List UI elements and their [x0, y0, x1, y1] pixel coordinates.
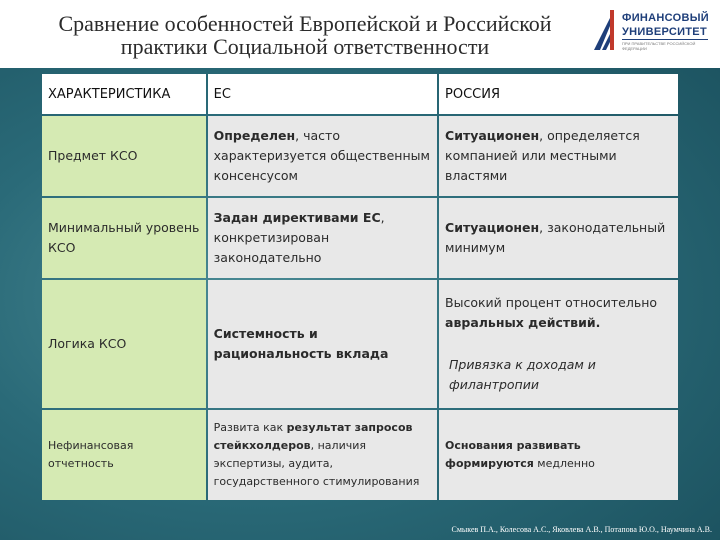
row-label [42, 116, 206, 196]
russia-rest: , законодательный минимум [445, 220, 666, 255]
logo-text-line-2: УНИВЕРСИТЕТ [622, 26, 707, 38]
logo-rule [622, 39, 708, 40]
row-label [42, 280, 206, 408]
university-logo [592, 4, 714, 60]
eu-cell [208, 280, 437, 408]
eu-rest: , часто характеризуется общественным консенсусом [213, 128, 430, 183]
russia-text [445, 126, 672, 186]
eu-pre: Развита как [213, 421, 287, 434]
row-label-text: Минимальный уровень КСО [48, 220, 200, 255]
eu-bold: результат запросов стейкхолдеров [213, 421, 413, 452]
russia-text [445, 293, 672, 333]
table-row [42, 198, 678, 278]
logo-mark-icon [592, 8, 618, 52]
eu-cell [208, 116, 437, 196]
title-line-2: практики Социальной ответственности [120, 34, 490, 59]
russia-cell [439, 198, 678, 278]
russia-rest: медленно [533, 457, 595, 470]
header-characteristic: ХАРАКТЕРИСТИКА [42, 74, 206, 114]
logo-text-line-1: ФИНАНСОВЫЙ [622, 12, 709, 24]
table-header-row [42, 74, 678, 114]
russia-cell [439, 116, 678, 196]
table-row [42, 280, 678, 408]
russia-cell [439, 280, 678, 408]
eu-cell [208, 410, 437, 500]
logo-text-line-3: ПРИ ПРАВИТЕЛЬСТВЕ РОССИЙСКОЙ ФЕДЕРАЦИИ [622, 41, 696, 51]
eu-bold: Определен [213, 128, 296, 143]
russia-text [445, 218, 672, 258]
russia-bold: Ситуационен [445, 128, 540, 143]
comparison-table [40, 72, 680, 502]
row-label [42, 198, 206, 278]
russia-line-1: Высокий процент относительно [445, 295, 658, 310]
russia-bold: Основания развивать формируются [445, 439, 581, 470]
header-eu: ЕС [208, 74, 437, 114]
eu-text [214, 208, 431, 268]
header-russia: РОССИЯ [439, 74, 678, 114]
eu-rest: , наличия экспертизы, аудита, государственного стимулирования [213, 439, 420, 488]
eu-rest: , конкретизирован законодательно [213, 210, 385, 265]
eu-cell [208, 198, 437, 278]
row-label-text: Предмет КСО [48, 148, 138, 163]
slide-title [20, 12, 590, 58]
row-label-text: Логика КСО [48, 336, 127, 351]
eu-text [214, 419, 431, 491]
russia-bold: Ситуационен [445, 220, 540, 235]
russia-cell [439, 410, 678, 500]
eu-bold: Задан директивами ЕС [213, 210, 381, 225]
russia-bold: авральных действий. [445, 315, 601, 330]
row-label-text: Нефинансовая отчетность [48, 439, 134, 470]
title-line-1: Сравнение особенностей Европейской и Российской [58, 11, 552, 36]
eu-bold: Системность и рациональность вклада [213, 326, 389, 361]
eu-text [214, 324, 431, 364]
authors-footer: Смыкев П.А., Колесова А.С., Яковлева А.В., Потапова Ю.О., Наумчина А.В. [451, 525, 712, 534]
slide-header [0, 0, 720, 68]
table-row [42, 410, 678, 500]
russia-rest: , определяется компанией или местными властями [445, 128, 640, 183]
russia-line-2: Привязка к доходам и филантропии [449, 357, 596, 392]
table-row [42, 116, 678, 196]
russia-text [445, 437, 672, 473]
row-label [42, 410, 206, 500]
eu-text [214, 126, 431, 186]
